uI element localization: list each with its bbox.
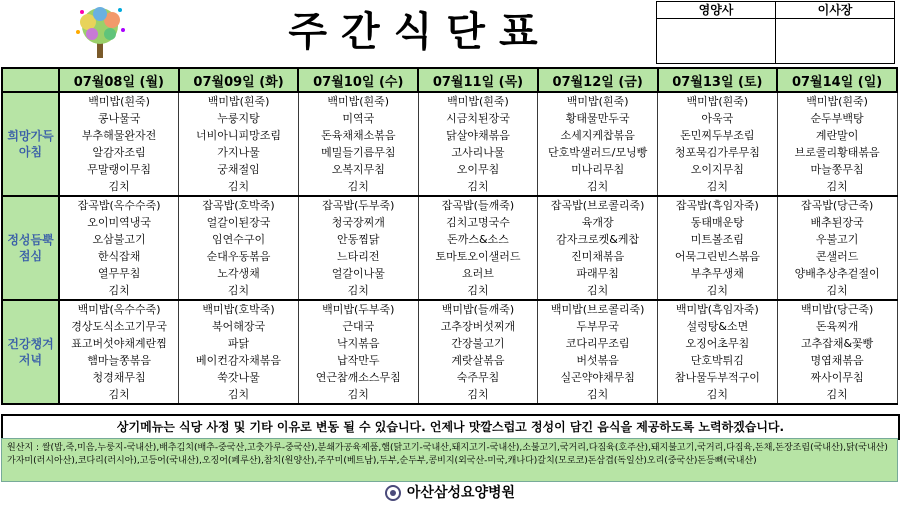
page-title: 주간식단표 <box>288 9 552 55</box>
menu-item: 돈민찌두부조림 <box>658 127 778 144</box>
menu-item: 브로콜리황태볶음 <box>777 144 897 161</box>
menu-item: 소세지케찹볶음 <box>538 127 658 144</box>
menu-item: 김치 <box>538 178 658 196</box>
meal-row <box>2 318 897 335</box>
meal-row <box>2 92 897 110</box>
menu-item: 계랏살볶음 <box>418 352 538 369</box>
menu-item: 궁채절임 <box>179 161 299 178</box>
hospital-logo-icon <box>385 485 401 501</box>
menu-item: 부추해물완자전 <box>59 127 179 144</box>
menu-item: 황태물만두국 <box>538 110 658 127</box>
meal-row <box>2 386 897 404</box>
menu-item: 베이컨감자채볶음 <box>179 352 299 369</box>
menu-item: 미트볼조림 <box>658 231 778 248</box>
meal-row <box>2 369 897 386</box>
menu-item: 파래무침 <box>538 265 658 282</box>
menu-item: 한식잡채 <box>59 248 179 265</box>
menu-item: 김치 <box>538 282 658 300</box>
menu-item: 메밀들기름무침 <box>298 144 418 161</box>
menu-item: 순대우동볶음 <box>179 248 299 265</box>
menu-item: 김치 <box>179 282 299 300</box>
meal-row <box>2 144 897 161</box>
menu-item: 돈육찌개 <box>777 318 897 335</box>
menu-item: 단호박샐러드/모닝빵 <box>538 144 658 161</box>
menu-item: 알감자조림 <box>59 144 179 161</box>
menu-item: 오삼불고기 <box>59 231 179 248</box>
meal-row <box>2 127 897 144</box>
menu-item: 김치 <box>59 282 179 300</box>
menu-item: 오이지무침 <box>658 161 778 178</box>
menu-item: 백미밥(흰죽) <box>59 92 179 110</box>
menu-item: 백미밥(흑임자죽) <box>658 300 778 318</box>
menu-item: 어묵그린빈스볶음 <box>658 248 778 265</box>
menu-item: 오징어초무침 <box>658 335 778 352</box>
menu-item: 순두부백탕 <box>777 110 897 127</box>
menu-item: 배추된장국 <box>777 214 897 231</box>
tree-logo-icon <box>68 2 132 62</box>
meal-row <box>2 335 897 352</box>
menu-item: 돈육채채소볶음 <box>298 127 418 144</box>
menu-item: 너비아니피망조림 <box>179 127 299 144</box>
menu-item: 동태매운탕 <box>658 214 778 231</box>
menu-item: 백미밥(흰죽) <box>777 92 897 110</box>
meal-row <box>2 214 897 231</box>
menu-item: 얼갈이된장국 <box>179 214 299 231</box>
meal-label: 정성듬뿍 점심 <box>2 196 59 300</box>
menu-item: 김치 <box>59 386 179 404</box>
meal-label: 건강챙겨 저녁 <box>2 300 59 404</box>
menu-item: 고추장버섯찌개 <box>418 318 538 335</box>
menu-item: 아욱국 <box>658 110 778 127</box>
menu-item: 두부무국 <box>538 318 658 335</box>
approval-slot-director <box>776 19 895 64</box>
meal-row <box>2 265 897 282</box>
menu-item: 김치 <box>418 282 538 300</box>
menu-item: 청포묵김가루무침 <box>658 144 778 161</box>
day-header: 07월10일 (수) <box>298 68 418 92</box>
menu-item: 백미밥(두부죽) <box>298 300 418 318</box>
menu-item: 토마토오이샐러드 <box>418 248 538 265</box>
menu-item: 얼갈이나물 <box>298 265 418 282</box>
menu-item: 콩나물국 <box>59 110 179 127</box>
menu-item: 백미밥(들깨죽) <box>418 300 538 318</box>
menu-item: 백미밥(당근죽) <box>777 300 897 318</box>
meal-row <box>2 300 897 318</box>
menu-item: 콘샐러드 <box>777 248 897 265</box>
origin-info: 원산지 : 쌀(밥,죽,미음,누룽지-국내산),배추김치(배추-중국산,고춧가루-중국산),분쇄가공육제품,햄(닭고기-국내산,돼지고기-국내산),소불고기,국거리,다짐육(호주산),돼지불고기,국거리,다짐육,돈채,돈장조림(국내산),닭(국내산)가자미(러시아산),코다리(러시아),고등어(국내산),오징어(페루산),참치(원양산),주꾸미(베트남),두부,순두부,콩비지(외국산-미국,캐나다)갈치(모로코)돈삼겹(독일산)오리(중국산)돈등뼈(국내산) <box>1 438 898 482</box>
menu-item: 고추잡채&꽃빵 <box>777 335 897 352</box>
menu-item: 설렁탕&소면 <box>658 318 778 335</box>
menu-item: 김치 <box>179 386 299 404</box>
menu-item: 잡곡밥(옥수수죽) <box>59 196 179 214</box>
menu-item: 부추무생채 <box>658 265 778 282</box>
approval-label-director: 이사장 <box>776 2 895 19</box>
meal-label: 희망가득 아침 <box>2 92 59 196</box>
menu-item: 계란말이 <box>777 127 897 144</box>
menu-item: 느타리전 <box>298 248 418 265</box>
menu-item: 코다리무조림 <box>538 335 658 352</box>
menu-item: 잡곡밥(호박죽) <box>179 196 299 214</box>
meal-row <box>2 231 897 248</box>
menu-item: 백미밥(옥수수죽) <box>59 300 179 318</box>
meal-row <box>2 196 897 214</box>
menu-item: 우불고기 <box>777 231 897 248</box>
menu-item: 버섯볶음 <box>538 352 658 369</box>
menu-item: 김치 <box>777 386 897 404</box>
menu-item: 단호박튀김 <box>658 352 778 369</box>
hospital-name: 아산삼성요양병원 <box>406 485 516 501</box>
weekly-menu-table <box>1 67 898 405</box>
menu-item: 미역국 <box>298 110 418 127</box>
menu-item: 백미밥(브로콜리죽) <box>538 300 658 318</box>
menu-item: 오이무침 <box>418 161 538 178</box>
menu-item: 김치고명국수 <box>418 214 538 231</box>
hospital-footer <box>0 482 900 504</box>
notice-banner: 상기메뉴는 식당 사정 및 기타 이유로 변동 될 수 있습니다. 언제나 맛깔스럽고 정성이 담긴 음식을 제공하도록 노력하겠습니다. <box>1 414 900 440</box>
menu-item: 감자크로켓&케찹 <box>538 231 658 248</box>
menu-item: 요러브 <box>418 265 538 282</box>
menu-item: 김치 <box>777 282 897 300</box>
menu-item: 김치 <box>298 282 418 300</box>
approval-label-dietitian: 영양사 <box>657 2 776 19</box>
menu-item: 짜사이무침 <box>777 369 897 386</box>
meal-row <box>2 161 897 178</box>
corner-cell <box>2 68 59 92</box>
menu-item: 김치 <box>777 178 897 196</box>
menu-item: 연근참깨소스무침 <box>298 369 418 386</box>
menu-item: 가지나물 <box>179 144 299 161</box>
day-header: 07월12일 (금) <box>538 68 658 92</box>
menu-item: 김치 <box>538 386 658 404</box>
menu-item: 청국장찌개 <box>298 214 418 231</box>
menu-item: 백미밥(흰죽) <box>418 92 538 110</box>
day-header: 07월14일 (일) <box>777 68 897 92</box>
menu-item: 진미채볶음 <box>538 248 658 265</box>
day-header: 07월09일 (화) <box>179 68 299 92</box>
menu-item: 납작만두 <box>298 352 418 369</box>
menu-item: 닭살야채볶음 <box>418 127 538 144</box>
menu-item: 김치 <box>658 282 778 300</box>
menu-item: 김치 <box>418 386 538 404</box>
menu-item: 북어해장국 <box>179 318 299 335</box>
menu-item: 임연수구이 <box>179 231 299 248</box>
menu-item: 오이미역냉국 <box>59 214 179 231</box>
menu-item: 잡곡밥(두부죽) <box>298 196 418 214</box>
menu-item: 백미밥(호박죽) <box>179 300 299 318</box>
menu-item: 쑥갓나물 <box>179 369 299 386</box>
menu-item: 김치 <box>298 178 418 196</box>
menu-item: 돈까스&소스 <box>418 231 538 248</box>
menu-item: 실곤약야채무침 <box>538 369 658 386</box>
menu-item: 미나리무침 <box>538 161 658 178</box>
day-header: 07월08일 (월) <box>59 68 179 92</box>
approval-box <box>656 1 895 64</box>
menu-item: 김치 <box>658 178 778 196</box>
menu-item: 오복지무침 <box>298 161 418 178</box>
menu-item: 김치 <box>298 386 418 404</box>
menu-item: 잡곡밥(브로콜리죽) <box>538 196 658 214</box>
menu-item: 햄마늘쫑볶음 <box>59 352 179 369</box>
meal-row <box>2 248 897 265</box>
meal-row <box>2 352 897 369</box>
menu-item: 파닭 <box>179 335 299 352</box>
menu-item: 백미밥(흰죽) <box>658 92 778 110</box>
menu-item: 숙주무침 <box>418 369 538 386</box>
menu-item: 고사리나물 <box>418 144 538 161</box>
menu-item: 잡곡밥(들깨죽) <box>418 196 538 214</box>
menu-item: 누룽지탕 <box>179 110 299 127</box>
menu-item: 무말랭이무침 <box>59 161 179 178</box>
menu-item: 낙지볶음 <box>298 335 418 352</box>
menu-item: 경상도식소고기무국 <box>59 318 179 335</box>
menu-item: 마늘쫑무침 <box>777 161 897 178</box>
menu-item: 근대국 <box>298 318 418 335</box>
menu-item: 백미밥(흰죽) <box>179 92 299 110</box>
menu-item: 노각생채 <box>179 265 299 282</box>
menu-item: 표고버섯야채계란찜 <box>59 335 179 352</box>
header <box>0 0 900 66</box>
menu-item: 간장불고기 <box>418 335 538 352</box>
meal-row <box>2 110 897 127</box>
approval-slot-dietitian <box>657 19 776 64</box>
menu-item: 시금치된장국 <box>418 110 538 127</box>
menu-item: 김치 <box>59 178 179 196</box>
menu-item: 명엽채볶음 <box>777 352 897 369</box>
menu-item: 잡곡밥(당근죽) <box>777 196 897 214</box>
day-header: 07월13일 (토) <box>658 68 778 92</box>
menu-item: 안동찜닭 <box>298 231 418 248</box>
menu-item: 김치 <box>179 178 299 196</box>
menu-item: 백미밥(흰죽) <box>538 92 658 110</box>
menu-item: 잡곡밥(흑임자죽) <box>658 196 778 214</box>
meal-row <box>2 178 897 196</box>
menu-item: 양배추상추겉절이 <box>777 265 897 282</box>
day-header: 07월11일 (목) <box>418 68 538 92</box>
day-header-row <box>2 68 897 92</box>
menu-item: 백미밥(흰죽) <box>298 92 418 110</box>
menu-item: 김치 <box>658 386 778 404</box>
menu-item: 열무무침 <box>59 265 179 282</box>
menu-item: 김치 <box>418 178 538 196</box>
menu-item: 청경채무침 <box>59 369 179 386</box>
menu-item: 참나물두부적구이 <box>658 369 778 386</box>
meal-row <box>2 282 897 300</box>
menu-item: 육개장 <box>538 214 658 231</box>
